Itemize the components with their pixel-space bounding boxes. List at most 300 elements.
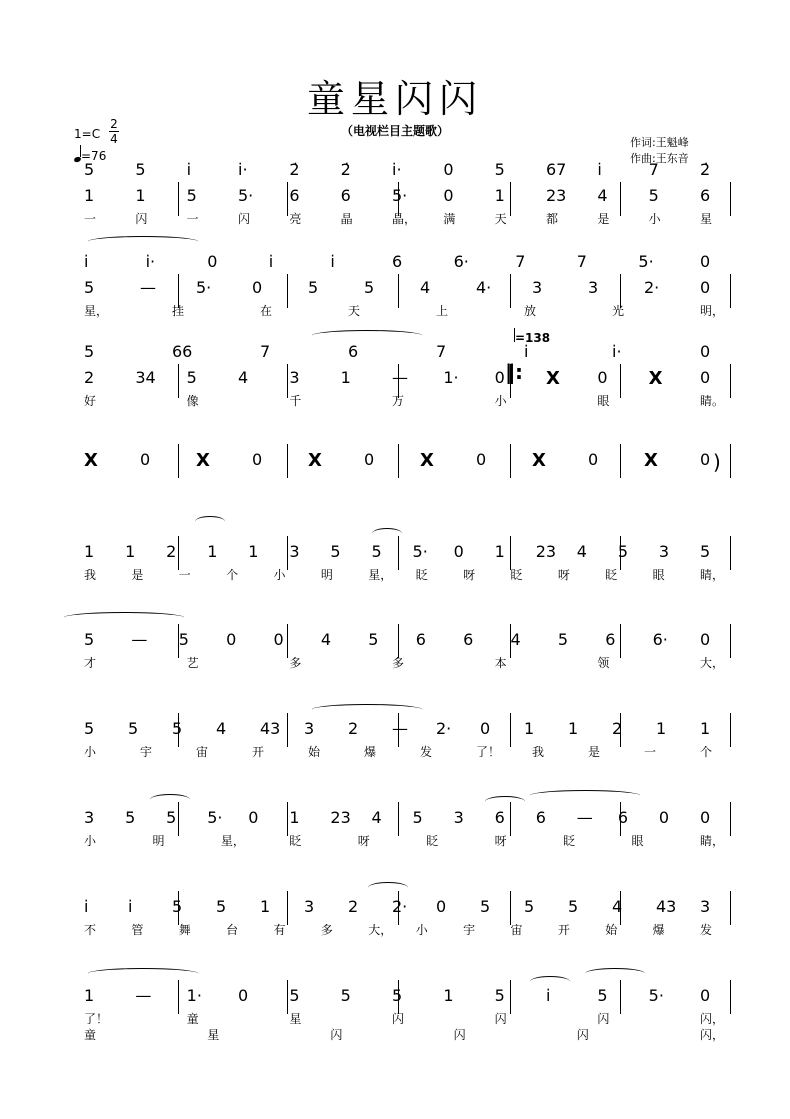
note: — (392, 368, 408, 387)
lyric-syllable: 闪 (330, 1028, 343, 1042)
note: 0 (658, 808, 670, 827)
lyric-syllable: 晶， (392, 212, 417, 226)
composer-credit: 作曲:王东音 (630, 152, 689, 165)
lyric-syllable: 明， (700, 304, 725, 318)
lyric-syllable: 小 (415, 923, 428, 937)
lyric-syllable: 了！ (84, 1012, 109, 1026)
note: 5 (186, 368, 197, 387)
lyric-syllable: 小 (84, 834, 97, 848)
note: 7 (515, 252, 526, 271)
lyric-syllable: 眨 (510, 568, 523, 582)
tempo-marking-2: =138 (515, 328, 550, 345)
note: 5 (216, 897, 227, 916)
percussion-note: X (644, 450, 658, 471)
lyric-syllable: 小 (648, 212, 661, 226)
note: 0 (476, 450, 487, 469)
lyric-syllable: 本 (494, 656, 507, 670)
note: i̇· (238, 160, 248, 179)
note: 0 (273, 630, 284, 649)
barline (178, 444, 179, 478)
note: 5 (84, 342, 95, 361)
barline (398, 536, 399, 570)
note: 5· (638, 252, 654, 271)
lyric-syllable: 放 (524, 304, 537, 318)
note: 1 (207, 542, 218, 561)
note: i̇ (546, 986, 551, 1005)
tie-slur (485, 796, 525, 807)
barline (287, 182, 288, 216)
lyric-syllable: 一 (186, 212, 199, 226)
note: 3 (658, 542, 670, 561)
note: 6 (700, 186, 711, 205)
lyric-syllable: 呀 (463, 568, 476, 582)
lyric-syllable: 有 (273, 923, 286, 937)
tie-slur (150, 794, 190, 805)
barline (620, 182, 621, 216)
note: 4 (320, 630, 332, 649)
note: 6 (289, 186, 300, 205)
tie-slur (195, 516, 225, 527)
note: i̇· (612, 342, 622, 361)
note: 67 (546, 160, 567, 179)
tie-slur (312, 704, 422, 715)
lyric-syllable: 千 (289, 394, 302, 408)
note: 0 (207, 252, 218, 271)
barline (510, 713, 511, 747)
barline (730, 713, 731, 747)
barline (398, 274, 399, 308)
note: 1 (84, 542, 95, 561)
repeat-start-sign: ‖: (505, 360, 523, 384)
tie-slur (585, 968, 645, 979)
note: 5 (178, 630, 189, 649)
lyric-syllable: 闪 (135, 212, 148, 226)
barline (287, 536, 288, 570)
lyric-syllable: 闪， (700, 1012, 725, 1026)
lyric-syllable: 宇 (463, 923, 476, 937)
note: 0 (700, 252, 711, 271)
note: 1 (700, 719, 711, 738)
lyric-syllable: 开 (557, 923, 570, 937)
tie-slur (88, 968, 198, 979)
note: 5 (172, 719, 183, 738)
note: 0 (443, 160, 454, 179)
note: 5 (368, 630, 379, 649)
note: 2̇ (700, 160, 711, 179)
tie-slur (372, 528, 402, 539)
note: 0 (700, 630, 711, 649)
key-signature: 1=C (74, 127, 101, 141)
barline (287, 802, 288, 836)
note: 2· (392, 897, 408, 916)
note: 5 (84, 630, 95, 649)
note: 2 (612, 719, 623, 738)
lyric-syllable: 始 (308, 745, 321, 759)
barline (620, 364, 621, 398)
lyric-syllable: 多 (289, 656, 302, 670)
note: 6 (340, 186, 351, 205)
barline (620, 624, 621, 658)
lyric-syllable: 晶 (340, 212, 353, 226)
barline (620, 444, 621, 478)
note: 0 (480, 719, 491, 738)
tie-slur (530, 976, 570, 987)
note: 5 (172, 897, 183, 916)
note: 5 (371, 542, 382, 561)
lyric-syllable: 大， (368, 923, 393, 937)
note: 1 (125, 542, 136, 561)
lyric-syllable: 宙 (510, 923, 523, 937)
note: 1 (494, 542, 505, 561)
lyric-syllable: 满 (443, 212, 456, 226)
lyric-syllable: 天 (494, 212, 507, 226)
lyric-syllable: 万 (392, 394, 405, 408)
barline (287, 624, 288, 658)
note: 0 (226, 630, 237, 649)
note: 5 (568, 897, 579, 916)
percussion-note: X (308, 450, 322, 471)
note: 6 (605, 630, 616, 649)
quarter-note-icon (514, 328, 515, 342)
lyric-syllable: 星， (220, 834, 245, 848)
note: 3 (532, 278, 543, 297)
note: 3 (289, 368, 300, 387)
barline (398, 802, 399, 836)
note: 5 (186, 186, 197, 205)
lyric-syllable: 个 (226, 568, 239, 582)
lyric-syllable: 星 (700, 212, 713, 226)
lyric-syllable: 个 (700, 745, 713, 759)
lyric-syllable: 小 (84, 745, 97, 759)
note: 6 (617, 808, 629, 827)
barline (398, 624, 399, 658)
note: 5· (196, 278, 212, 297)
note: 4 (420, 278, 431, 297)
note: 6· (453, 252, 469, 271)
lyric-syllable: 在 (260, 304, 273, 318)
note: 34 (135, 368, 156, 387)
tie-slur (530, 790, 640, 801)
lyric-syllable: 明 (152, 834, 165, 848)
note: i̇ (84, 897, 89, 916)
lyric-syllable: 睛， (700, 834, 725, 848)
note: 5· (412, 542, 428, 561)
percussion-note: X (648, 368, 663, 389)
note: 3 (84, 808, 95, 827)
note: 7 (436, 342, 447, 361)
lyric-syllable: 管 (131, 923, 144, 937)
lyric-syllable: 是 (588, 745, 601, 759)
note: 5 (700, 542, 711, 561)
barline (510, 980, 511, 1014)
lyric-syllable: 爆 (652, 923, 665, 937)
tie-slur (88, 236, 198, 247)
lyric-syllable: 闪， (700, 1028, 725, 1042)
note: 1 (568, 719, 579, 738)
note: i̇ (84, 252, 89, 271)
lyric-syllable: 眨 (415, 568, 428, 582)
barline (510, 182, 511, 216)
note: — (576, 808, 593, 827)
note: 0 (588, 450, 599, 469)
note: 1 (135, 186, 146, 205)
lyric-syllable: 多 (320, 923, 333, 937)
note: 0 (700, 278, 711, 297)
note: 1 (248, 542, 259, 561)
lyric-syllable: 发 (420, 745, 433, 759)
note: 5 (128, 719, 139, 738)
note: 4 (612, 897, 623, 916)
lyric-syllable: 星 (207, 1028, 220, 1042)
note: 3 (289, 542, 300, 561)
note: 0 (700, 450, 711, 469)
barline (287, 274, 288, 308)
note: 5 (84, 278, 95, 297)
note: 5· (207, 808, 223, 827)
percussion-note: X (84, 450, 98, 471)
note: 5 (648, 186, 659, 205)
lyric-syllable: 宙 (196, 745, 209, 759)
song-title: 童星闪闪 (306, 77, 483, 121)
lyric-syllable: 闪 (494, 1012, 507, 1026)
lyric-syllable: 艺 (186, 656, 199, 670)
note: 23 (546, 186, 567, 205)
lyric-syllable: 是 (131, 568, 144, 582)
lyric-syllable: 宇 (140, 745, 153, 759)
note: 5 (494, 160, 505, 179)
note: 5· (392, 186, 408, 205)
note: 0 (436, 897, 447, 916)
barline (178, 802, 179, 836)
note: 0 (700, 808, 711, 827)
time-signature (109, 117, 119, 146)
lyric-syllable: 台 (226, 923, 239, 937)
barline (287, 891, 288, 925)
lyric-syllable: 爆 (364, 745, 377, 759)
note: 5 (392, 986, 403, 1005)
lyric-syllable: 都 (546, 212, 559, 226)
barline (730, 802, 731, 836)
barline (730, 624, 731, 658)
barline (398, 444, 399, 478)
lyric-syllable: 像 (186, 394, 199, 408)
note: 7 (648, 160, 659, 179)
percussion-note: X (420, 450, 434, 471)
lyric-syllable: 呀 (494, 834, 507, 848)
lyric-syllable: 闪 (597, 1012, 610, 1026)
lyric-syllable: 小 (494, 394, 507, 408)
barline (510, 274, 511, 308)
tie-slur (312, 330, 422, 341)
barline (730, 444, 731, 478)
lyric-syllable: 眨 (605, 568, 618, 582)
note: 7 (576, 252, 587, 271)
note: 1 (289, 808, 300, 827)
note: 5 (597, 986, 608, 1005)
note: 3 (304, 897, 315, 916)
note: 1· (443, 368, 459, 387)
lyric-syllable: 明 (320, 568, 333, 582)
lyric-syllable: 星， (368, 568, 393, 582)
note: 3 (588, 278, 599, 297)
note: i̇· (145, 252, 156, 271)
note: 66 (172, 342, 193, 361)
lyric-syllable: 一 (84, 212, 97, 226)
note: 6 (348, 342, 359, 361)
lyric-syllable: 闪 (576, 1028, 589, 1042)
note: 0 (140, 450, 151, 469)
repeat-end-sign: ) (713, 450, 721, 474)
note: 4 (510, 630, 521, 649)
note: 43 (260, 719, 281, 738)
note: 2· (436, 719, 452, 738)
note: — (140, 278, 156, 297)
lyric-syllable: 呀 (357, 834, 370, 848)
tempo-marking-1: =76 (74, 148, 106, 163)
lyricist-credit: 作词:王魁峰 (630, 136, 689, 149)
tie-slur (368, 882, 408, 893)
note: 5 (480, 897, 491, 916)
note: 5 (84, 160, 95, 179)
lyric-syllable: 才 (84, 656, 97, 670)
barline (178, 182, 179, 216)
lyric-syllable: 睛。 (700, 394, 725, 408)
song-subtitle: （电视栏目主题歌） (340, 124, 449, 138)
lyric-syllable: 童 (186, 1012, 199, 1026)
note: 3 (700, 897, 711, 916)
barline (287, 364, 288, 398)
note: i̇ (268, 252, 274, 271)
barline (510, 802, 511, 836)
note: 5 (524, 897, 535, 916)
lyric-syllable: 眼 (597, 394, 610, 408)
lyric-syllable: 挂 (172, 304, 185, 318)
note: 5 (289, 986, 300, 1005)
note: 2 (348, 719, 359, 738)
lyric-syllable: 眼 (631, 834, 644, 848)
note: 5 (617, 542, 629, 561)
lyric-syllable: 舞 (178, 923, 191, 937)
lyric-syllable: 是 (597, 212, 610, 226)
note: 2 (166, 542, 177, 561)
lyric-syllable: 闪 (238, 212, 251, 226)
note: 4 (238, 368, 249, 387)
note: 4 (576, 542, 587, 561)
lyric-syllable: 开 (252, 745, 265, 759)
note: 0 (453, 542, 464, 561)
lyric-syllable: 天 (348, 304, 361, 318)
lyric-syllable: 一 (644, 745, 657, 759)
note: 6 (392, 252, 403, 271)
note: 6 (415, 630, 426, 649)
note: 0 (248, 808, 259, 827)
note: — (135, 986, 152, 1005)
note: 5 (308, 278, 319, 297)
lyric-syllable: 小 (273, 568, 286, 582)
note: 5 (330, 542, 341, 561)
lyric-syllable: 多 (392, 656, 405, 670)
note: 3 (453, 808, 464, 827)
note: 5 (412, 808, 423, 827)
note: 0 (700, 342, 711, 361)
note: 1 (656, 719, 667, 738)
barline (620, 980, 621, 1014)
note: 0 (700, 986, 711, 1005)
percussion-note: X (532, 450, 546, 471)
note: 3 (304, 719, 315, 738)
note: 6 (463, 630, 474, 649)
note: 5 (135, 160, 146, 179)
lyric-syllable: 一 (178, 568, 191, 582)
barline (510, 444, 511, 478)
note: 5 (364, 278, 375, 297)
note: 7 (260, 342, 271, 361)
note: 23 (330, 808, 351, 827)
lyric-syllable: 童 (84, 1028, 97, 1042)
note: 0 (252, 450, 263, 469)
lyric-syllable: 眼 (652, 568, 665, 582)
barline (730, 364, 731, 398)
lyric-syllable: 睛， (700, 568, 725, 582)
note: 23 (535, 542, 557, 561)
barline (178, 364, 179, 398)
note: 4· (476, 278, 492, 297)
lyric-syllable: 大， (700, 656, 725, 670)
barline (287, 713, 288, 747)
note: i̇ (186, 160, 192, 179)
note: 2̇ (289, 160, 300, 179)
lyric-syllable: 好 (84, 394, 97, 408)
barline (510, 536, 511, 570)
lyric-syllable: 眨 (563, 834, 576, 848)
note: 4 (371, 808, 382, 827)
note: 2̇ (340, 160, 351, 179)
note: 2· (644, 278, 660, 297)
note: 43 (656, 897, 677, 916)
lyric-syllable: 始 (605, 923, 618, 937)
note: 5 (125, 808, 136, 827)
note: i̇· (392, 160, 402, 179)
note: 0 (700, 368, 711, 387)
lyric-syllable: 闪 (392, 1012, 405, 1026)
barline (730, 980, 731, 1014)
note: 0 (597, 368, 608, 387)
lyric-syllable: 领 (597, 656, 610, 670)
note: 5· (648, 986, 664, 1005)
lyric-syllable: 眨 (426, 834, 439, 848)
lyric-syllable: 星 (289, 1012, 302, 1026)
percussion-note: X (546, 368, 560, 389)
note: i̇ (524, 342, 529, 361)
note: 1· (186, 986, 202, 1005)
note: 5 (340, 986, 351, 1005)
barline (287, 444, 288, 478)
note: 0 (443, 186, 454, 205)
note: 0 (252, 278, 263, 297)
note: 4 (597, 186, 608, 205)
lyric-syllable: 闪 (453, 1028, 466, 1042)
note: i̇ (330, 252, 335, 271)
note: 1 (260, 897, 271, 916)
note: 0 (494, 368, 505, 387)
note: 1 (524, 719, 535, 738)
note: — (131, 630, 148, 649)
lyric-syllable: 星， (84, 304, 109, 318)
barline (178, 536, 179, 570)
tie-slur (64, 612, 184, 623)
note: i̇ (128, 897, 133, 916)
lyric-syllable: 眨 (289, 834, 302, 848)
